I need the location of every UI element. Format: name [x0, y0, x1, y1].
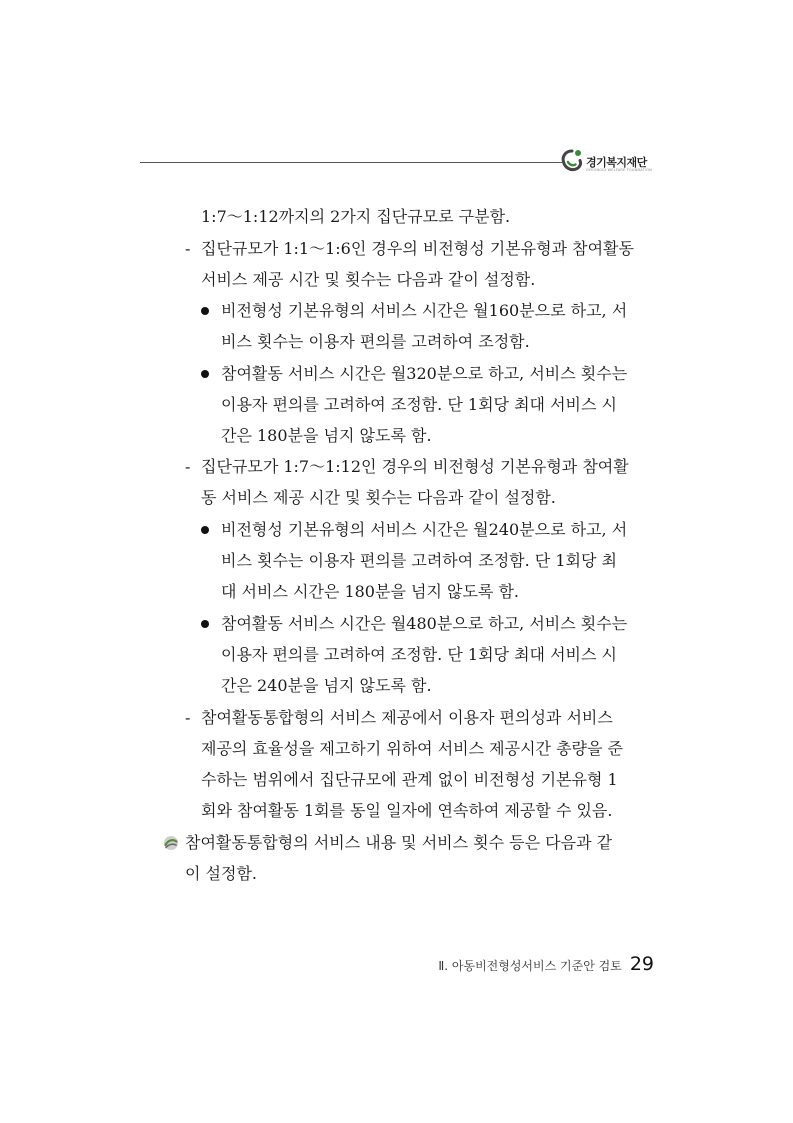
- foundation-logo: [560, 148, 670, 178]
- logo-org-name: 경기복지재단: [586, 156, 647, 169]
- logo-mark-icon: [560, 148, 584, 174]
- text-line: 집단규모가 1:1～1:6인 경우의 비전형성 기본유형과 참여활동: [201, 239, 634, 258]
- header-rule: [140, 162, 562, 163]
- bullet-dot-icon: [201, 370, 209, 378]
- text-line: 비스 횟수는 이용자 편의를 고려하여 조정함. 단 1회당 최: [221, 551, 617, 570]
- text-line: 참여활동 서비스 시간은 월320분으로 하고, 서비스 횟수는: [221, 364, 628, 383]
- bullet-dot-icon: [201, 620, 209, 628]
- text-line: 회와 참여활동 1회를 동일 일자에 연속하여 제공할 수 있음.: [201, 801, 613, 820]
- dash-marker: -: [185, 457, 191, 476]
- text-line: 제공의 효율성을 제고하기 위하여 서비스 제공시간 총량을 준: [201, 739, 624, 758]
- text-line: 이용자 편의를 고려하여 조정함. 단 1회당 최대 서비스 시: [221, 645, 617, 664]
- page-footer: [438, 953, 654, 975]
- text-line: 참여활동통합형의 서비스 제공에서 이용자 편의성과 서비스: [201, 708, 613, 727]
- text-line: 간은 180분을 넘지 않도록 함.: [221, 426, 432, 445]
- bullet-dot-icon: [201, 307, 209, 315]
- dash-marker: -: [185, 708, 191, 727]
- text-line: 이용자 편의를 고려하여 조정함. 단 1회당 최대 서비스 시: [221, 395, 617, 414]
- logo-tagline: GYEONGGI WELFARE FOUNDATION: [586, 168, 652, 172]
- text-line: 비전형성 기본유형의 서비스 시간은 월160분으로 하고, 서: [221, 301, 628, 320]
- text-line: 비전형성 기본유형의 서비스 시간은 월240분으로 하고, 서: [221, 520, 628, 539]
- bullet-dot-icon: [201, 526, 209, 534]
- chapter-title: Ⅱ. 아동비전형성서비스 기준안 검토: [438, 959, 622, 973]
- text-line: 1:7～1:12까지의 2가지 집단규모로 구분함.: [201, 207, 511, 226]
- page-number: 29: [629, 953, 654, 975]
- text-line: 비스 횟수는 이용자 편의를 고려하여 조정함.: [221, 332, 530, 351]
- text-line: 간은 240분을 넘지 않도록 함.: [221, 676, 432, 695]
- text-line: 참여활동통합형의 서비스 내용 및 서비스 횟수 등은 다음과 같: [185, 833, 613, 852]
- text-line: 참여활동 서비스 시간은 월480분으로 하고, 서비스 횟수는: [221, 614, 628, 633]
- text-line: 수하는 범위에서 집단규모에 관계 없이 비전형성 기본유형 1: [201, 770, 618, 789]
- text-line: 대 서비스 시간은 180분을 넘지 않도록 함.: [221, 582, 519, 601]
- text-line: 동 서비스 제공 시간 및 횟수는 다음과 같이 설정함.: [201, 488, 556, 507]
- text-line: 이 설정함.: [185, 864, 257, 883]
- dash-marker: -: [185, 239, 191, 258]
- text-line: 서비스 제공 시간 및 횟수는 다음과 같이 설정함.: [201, 270, 536, 289]
- section-bullet-icon: [163, 835, 179, 851]
- text-line: 집단규모가 1:7～1:12인 경우의 비전형성 기본유형과 참여활: [201, 457, 629, 476]
